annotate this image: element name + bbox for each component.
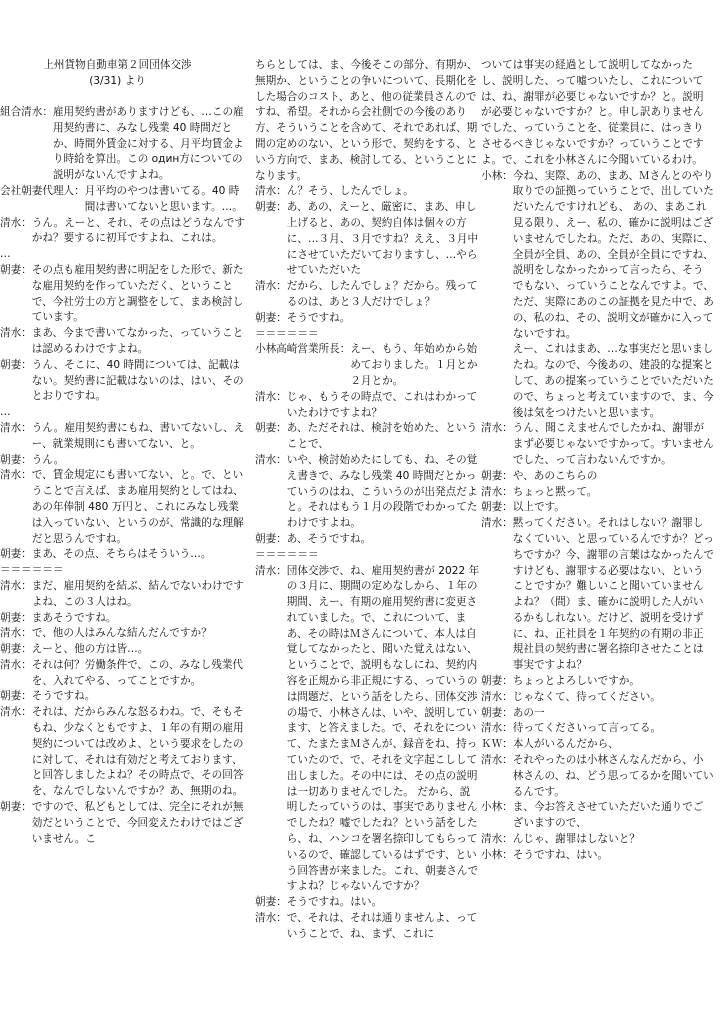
speaker-label: 清水： [255,912,287,925]
transcript-line [0,105,245,184]
utterance-text: そうですね、はい。 [512,848,609,861]
transcript-line [255,548,480,564]
speaker-label: 朝妻： [255,896,287,909]
utterance-text: うん、そこに、40 時間については、記載はない。契約書に記載はないのは、はい、そのとおりですね。 [31,358,244,403]
utterance-text: それやったのは小林さんなんだから、小林さんの、ね、どう思ってるかを聞いているんです。 [512,754,714,798]
transcript-line [255,184,480,200]
utterance-text: ちょっとよろしいですか。 [512,675,640,688]
column-2 [255,58,480,943]
speaker-label: 清水： [481,517,513,530]
utterance-text: うん。えーと、それ、その点はどうなんですかね？要するに初耳ですよね、これは。 [31,216,245,245]
utterance-text: じゃなくて、待ってください。 [512,690,661,703]
speaker-label: 清水： [0,327,32,340]
transcript-line [0,800,245,847]
transcript-line [481,832,714,848]
utterance-text: ん？そう、したんでしょ。 [286,185,414,198]
utterance-text: えー、もう、年始めから始めておりました。１月とか２月とか。 [350,343,478,387]
line-text: … [0,406,11,419]
transcript-line [481,169,714,343]
transcript-line [481,706,714,722]
speaker-label: 朝妻： [255,532,287,545]
utterance-text: えーと、他の方は皆…。 [31,643,149,656]
utterance-text: で、それは、それは通りませんよ、っていうことで、ね、まず、これに [286,912,478,940]
transcript-line [0,626,245,642]
transcript-line [255,895,480,911]
transcript-line [0,326,245,358]
line-text: ついては事実の経過として説明してなかったし、説明した、って嘘ついたし、これについては、ね、謝罪が必要じゃないですか？と。説明が必要じゃないですか？と。申し訳ありませんでした、っていうことを、従業員に、はっきりさせるべきじゃないですか？っていうことですよ。で、これを小林さんに今聞いているわけ。 [481,59,704,166]
utterance-text: じゃ、もうその時点で、これはわかっていたわけですよね？ [286,390,478,419]
utterance-text: 団体交渉で、ね、雇用契約書が 2022 年の３月に、期間の定めなしから、１年の期間、えー、有期の雇用契約書に変更されていました。で、これについて、まあ、その時はＭさんについて、本人は自覚してなかったと、聞いた覚えはない、ということで、説明もなしにね、契約内容を正規から非正規にする、っていうのは問題だ、という話をしたら、団体交渉の場で、小林さんは、いや、説明しています、と答えました。で、それをについて、たまたまＭさんが、録音をね、持っていたので、で、それを文字起こしして出しました。その中には、その点の説明は一切ありませんでした。 だから、説明したっていうのは、事実でありませんでしたね？嘘でしたね？という話をしたら、ね、ハンコを署名捺印してもらっているので、確認しているはずです、という回答書が来ました。これ、朝妻さんですよね？じゃないんですか？ [286,564,480,893]
transcript-line [0,642,245,658]
speaker-label: 会社朝妻代理人： [0,184,85,197]
utterance-text: うん、聞こえませんでしたかね、謝罪がまず必要じゃないですかって。すいませんでした、って言わないんですか。 [512,422,714,466]
utterance-text: 今ね、実際、あの、まあ、Ｍさんとのやり取りでの証拠っていうことで、出していただいたんですけれども、 あの、まあこれ見る限り、えー、私の、確かに説明はございませんでしたね。ただ、あの、実際に、全員が全員、あの、全員が全員にですね、説明をしなかったかって言ったら、そうでもない、っていうことなんですよ。で、ただ、実際にあのこの証拠を見た中で、あの、私のね、その、説明文が確かに入ってないですね。 [512,169,714,340]
transcript-line [255,532,480,548]
speaker-label: 朝妻： [481,706,513,719]
transcript-line [0,421,245,453]
title-line-2: (3/31) より [89,74,146,87]
utterance-text: 本人がいるんだから、 [512,738,619,751]
utterance-text: えー、これはまあ、…な事実だと思いましたね。なので、今後あの、建設的な提案として、あの提案っていうことでいただいたので、ちょっと考えていますので、ま、今後は気をつけたいと思います。 [512,343,714,419]
speaker-label: 朝妻： [0,358,32,371]
speaker-label: 清水： [481,485,513,498]
transcript-line [0,263,245,326]
transcript-line [481,848,714,864]
speaker-label: 清水： [0,469,32,482]
transcript-line [0,611,245,627]
transcript-line [481,421,714,468]
utterance-text: まあ、その点、そちらはそういう…。 [31,548,212,561]
utterance-text: や、あのこちらの [512,469,598,482]
utterance-text: あの一 [512,706,545,719]
utterance-text: いや、検討始めたにしても、ね、その覚え書きで、みなし残業 40 時間だとかっていうのはね、こういうのが出発点だよと。それはもう１月の段階でわかってたわけですよね。 [286,453,478,530]
utterance-text: あ、ただそれは、検討を始めた、ということで、 [286,422,478,451]
transcript-line [0,247,245,263]
column-1 [0,58,245,847]
speaker-label: 朝妻： [0,643,32,656]
speaker-label [481,342,513,421]
speaker-label: 小林： [481,169,513,182]
transcript-line [481,485,714,501]
transcript-line [255,453,480,532]
transcript-line [255,58,480,184]
speaker-label: ＫＷ： [481,738,513,751]
utterance-text: ですので、私どもとしては、完全にそれが無効だということで、今回変えたわけではございません。こ [31,801,244,845]
transcript-line [0,405,245,421]
transcript-line [0,216,245,248]
transcript-line [481,753,714,800]
speaker-label: 組合清水： [0,106,53,118]
utterance-text: んじゃ、謝罪はしないと？ [512,833,640,846]
speaker-label: 清水： [0,627,32,640]
utterance-text: そうですね。 [286,311,351,324]
speaker-label: 清水： [0,421,32,434]
transcript-line [0,453,245,469]
line-text: ＝＝＝＝＝＝ [255,548,319,561]
transcript-line [481,500,714,516]
transcript-line [255,911,480,943]
line-text: ＝＝＝＝＝＝ [255,327,319,340]
speaker-label: 清水： [0,706,32,719]
transcript-line [481,58,714,169]
transcript-line [255,311,480,327]
utterance-text: その点も雇用契約書に明記をした形で、新たな雇用契約を作っていただく、ということで、今社労士の方と調整をして、まあ検討しています。 [31,263,244,324]
speaker-label: 朝妻： [255,201,287,214]
transcript-line [255,564,480,896]
transcript-line [481,721,714,737]
line-text: ＝＝＝＝＝＝ [0,564,64,577]
utterance-text: で、他の人はみんな結んだんですか？ [31,627,212,640]
utterance-text: 黙ってください。それはしない？謝罪しなくていい、と思っているんですか？どっちですか？今、謝罪の言葉はなかったんですけども、謝罪する必要はない、ということですか？難しいこと聞いていませんよね？（間）ま、確かに説明した人がいるかもしれない。だけど、説明を受けずに、ね、正社員を１年契約の有期の非正規社員の契約書に署名捺印させたことは事実ですよね？ [512,517,714,672]
utterance-text: 以上です。 [512,501,565,514]
transcript-line [0,563,245,579]
speaker-label: 小林： [481,801,513,814]
speaker-label: 朝妻： [0,690,32,703]
utterance-text: それは、だからみんな怒るわね。で、そもそもね、少なくともですよ、１年の有期の雇用契約については改めよ、という要求をしたのに対して、それは有効だと考えております、と回答しましたよね？その時点で、その回答を、なんでしないんですか？あ、無期のね。 [31,706,244,798]
transcript-line [481,516,714,674]
speaker-label: 朝妻： [0,611,32,624]
transcript-line [0,658,245,690]
transcript-line [0,468,245,547]
transcript-line [0,579,245,611]
speaker-label: 朝妻： [0,548,32,561]
utterance-text: まあ、今まで書いてなかった、っていうことは認めるわけですよね。 [31,327,244,355]
utterance-text: 雇用契約書がありますけども、…この雇用契約書に、みなし残業 40 時間だとか、時間外賃金に対する、月平均賃金より時給を算出。この один方についての説明がないんですよね。 [52,106,244,182]
utterance-text: だから、したんでしょ？だから。残ってるのは、あと３人だけでしょ？ [286,280,478,308]
transcript-line [255,279,480,311]
speaker-label: 朝妻： [0,801,32,814]
line-text: … [0,248,11,261]
speaker-label: 朝妻： [0,263,32,276]
speaker-label: 小林高崎営業所長： [255,343,351,356]
transcript-line [481,342,714,421]
line-text: ちらとしては、ま、今後そこの部分、有期か、無期か、ということの争いについて、長期化をした場合のコスト、あと、他の従業員さんのですね、希望。それから会社側での今後のあり方、そういうことを含めて、それであれば、期間の定めのない、という形で、契約をする、という方向で、まあ、検討してる、ということになります。 [255,59,478,182]
transcript-line [255,421,480,453]
speaker-label: 清水： [0,216,32,229]
transcript-line [0,689,245,705]
transcript-line [0,184,245,216]
speaker-label: 清水： [255,564,287,577]
speaker-label: 清水： [0,579,32,592]
speaker-label: 朝妻： [0,453,32,466]
column-3 [481,58,714,864]
transcript-line [255,200,480,279]
utterance-text: それは何？労働条件で、この、みなし残業代を、入れてやる、ってことですか。 [31,658,244,687]
speaker-label: 小林： [481,848,513,861]
utterance-text: ま、今お答えさせていただいた通りでございますので、 [512,801,704,830]
transcript-line [481,690,714,706]
utterance-text: うん。 [31,453,65,466]
transcript-line [481,469,714,485]
utterance-text: あ、あの、えーと、厳密に、まあ、申し上げると、あの、契約自体は個々の方に、…３月、３月ですね？ええ、３月中にさせていただいておりますし、…やらせていただいた [286,201,479,277]
speaker-label: 清水： [481,722,513,735]
transcript-line [481,674,714,690]
speaker-label: 清水： [481,422,513,435]
speaker-label: 清水： [0,658,32,671]
utterance-text: で、賃金規定にも書いてない、と。で、ということで言えば、まあ雇用契約としてはね、あの年俸制 480 万円と、これにみなし残業は入っていない、というのが、常識的な理解だと思うんですね。 [31,469,244,545]
speaker-label: 清水： [481,833,513,846]
utterance-text: あ、そうですね。 [286,532,372,545]
utterance-text: 月平均のやつは書いてる。40 時間は書いてないと思います。…。 [84,184,243,213]
speaker-label: 朝妻： [481,469,513,482]
transcript-line [255,390,480,422]
title-line-1: 上州貨物自動車第２回団体交渉 [43,59,192,71]
utterance-text: そうですね。 [31,690,96,703]
utterance-text: うん。雇用契約書にもね、書いてないし、えー、就業規則にも書いてない、と。 [31,421,245,450]
speaker-label: 清水： [255,453,287,466]
utterance-text: 待ってくださいって言ってる。 [512,722,662,735]
transcript-line [255,327,480,343]
speaker-label: 朝妻： [481,675,513,688]
speaker-label: 朝妻： [481,501,513,514]
utterance-text: まだ、雇用契約を結ぶ、結んでないわけですよね、この３人はね。 [31,579,244,608]
transcript-line [481,737,714,753]
speaker-label: 清水： [255,280,287,293]
speaker-label: 清水： [481,690,513,703]
transcript-line [0,705,245,800]
transcript-line [255,342,480,389]
transcript-line [0,547,245,563]
utterance-text: まあそうですね。 [31,611,117,624]
transcript-line [481,800,714,832]
transcript-line [0,358,245,405]
speaker-label: 清水： [481,754,513,767]
speaker-label: 清水： [255,390,287,403]
speaker-label: 朝妻： [255,422,287,435]
speaker-label: 朝妻： [255,311,287,324]
utterance-text: ちょっと黙って。 [512,485,598,498]
speaker-label: 清水： [255,185,287,198]
utterance-text: そうですね。はい。 [286,896,383,909]
